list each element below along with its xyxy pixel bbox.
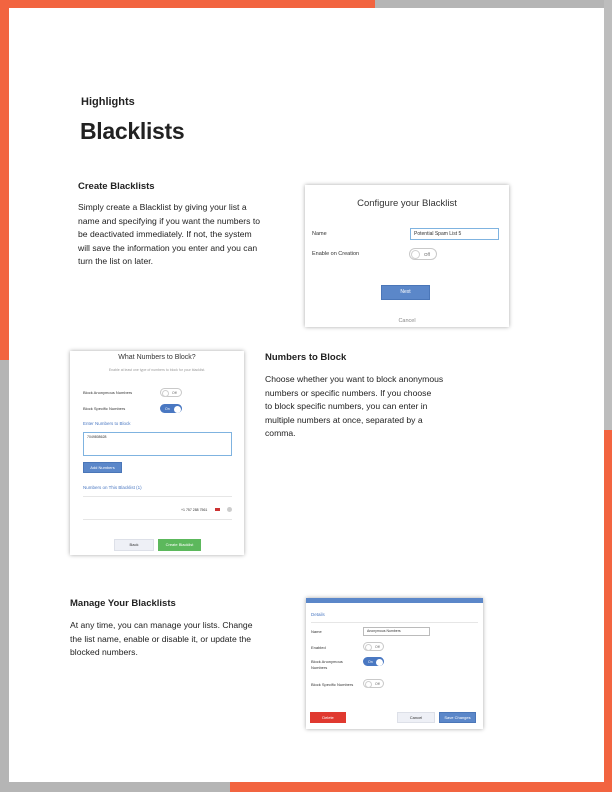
section-text-manage: At any time, you can manage your lists. Change the list name, enable or disable it, or update the blocked numbers.	[70, 620, 253, 657]
details-title: Details	[311, 612, 325, 617]
accent-bottom-bar	[230, 782, 612, 792]
toggle-knob	[174, 406, 181, 413]
toggle-text: Off	[172, 391, 177, 395]
eyebrow: Highlights	[81, 96, 135, 108]
details-name-input[interactable]: Anonymous Numbers	[363, 627, 430, 636]
toggle-text: Off	[375, 682, 380, 686]
numbers-to-block-card	[70, 351, 244, 555]
enabled-label: Enabled	[311, 645, 326, 650]
details-header-bar	[306, 598, 483, 603]
configure-blacklist-card	[305, 185, 509, 327]
toggle-text: Off	[375, 645, 380, 649]
divider	[83, 519, 232, 520]
save-changes-button[interactable]: Save Changes	[439, 712, 476, 723]
block-card-title: What Numbers to Block?	[118, 354, 196, 361]
blocked-number: +1 757 288 7561	[181, 508, 208, 512]
enable-on-creation-label: Enable on Creation	[312, 251, 360, 257]
enter-numbers-label: Enter Numbers to Block	[83, 421, 131, 426]
anonymous-label: Block Anonymous Numbers	[83, 390, 133, 395]
block-card-subtitle: Enable at least one type of numbers to block for your blacklist.	[108, 368, 206, 372]
next-button[interactable]: Next	[381, 285, 430, 300]
flag-icon	[215, 508, 220, 511]
specific-label: Block Specific Numbers	[83, 406, 126, 411]
divider	[311, 622, 478, 623]
toggle-knob	[365, 681, 372, 688]
section-heading-create: Create Blacklists	[78, 181, 155, 192]
details-specific-toggle[interactable]	[363, 679, 384, 688]
accent-top-bar	[0, 0, 375, 8]
details-anon-toggle[interactable]	[363, 657, 384, 666]
page-title: Blacklists	[80, 118, 185, 144]
name-label: Name	[312, 231, 327, 237]
section-heading-numbers: Numbers to Block	[265, 352, 347, 363]
numbers-textarea[interactable]: 7049808628	[83, 432, 232, 456]
toggle-text: Off	[424, 252, 430, 257]
toggle-knob	[411, 250, 420, 259]
section-text-create: Simply create a Blacklist by giving your list a name and specifying if you want the numbers to be deactivated immediately. If not, the system will save the information you enter and you can turn the list on later.	[78, 202, 261, 266]
details-anon-label: Block Anonymous Numbers	[311, 659, 343, 670]
accent-right-bar	[604, 430, 612, 792]
details-cancel-button[interactable]: Cancel	[397, 712, 435, 723]
toggle-knob	[162, 390, 169, 397]
details-specific-label: Block Specific Numbers	[311, 682, 354, 687]
block-anonymous-toggle[interactable]	[160, 388, 182, 397]
enabled-toggle[interactable]	[363, 642, 384, 651]
cancel-link[interactable]: Cancel	[398, 318, 416, 324]
details-name-label: Name	[311, 629, 322, 634]
configure-card-title: Configure your Blacklist	[357, 198, 457, 209]
divider	[83, 496, 232, 497]
numbers-on-list-label: Numbers on This Blacklist (1)	[83, 485, 142, 490]
details-card	[306, 598, 483, 729]
block-specific-toggle[interactable]	[160, 404, 182, 413]
back-button[interactable]: Back	[114, 539, 154, 551]
enable-on-creation-toggle[interactable]	[409, 248, 437, 260]
toggle-text: On	[368, 660, 373, 664]
accent-left-bar	[0, 0, 9, 360]
toggle-knob	[376, 659, 383, 666]
toggle-knob	[365, 644, 372, 651]
section-heading-manage: Manage Your Blacklists	[70, 598, 176, 609]
name-input[interactable]: Potential Spam List 5	[410, 228, 499, 240]
section-text-numbers: Choose whether you want to block anonymous numbers or specific numbers. If you choose to block specific numbers, you can enter in multiple numbers at once, separated by a comma.	[265, 374, 444, 438]
delete-button[interactable]: Delete	[310, 712, 346, 723]
remove-icon[interactable]	[227, 507, 232, 512]
create-blacklist-button[interactable]: Create Blacklist	[158, 539, 201, 551]
add-numbers-button[interactable]: Add Numbers	[83, 462, 122, 473]
toggle-text: On	[165, 407, 170, 411]
